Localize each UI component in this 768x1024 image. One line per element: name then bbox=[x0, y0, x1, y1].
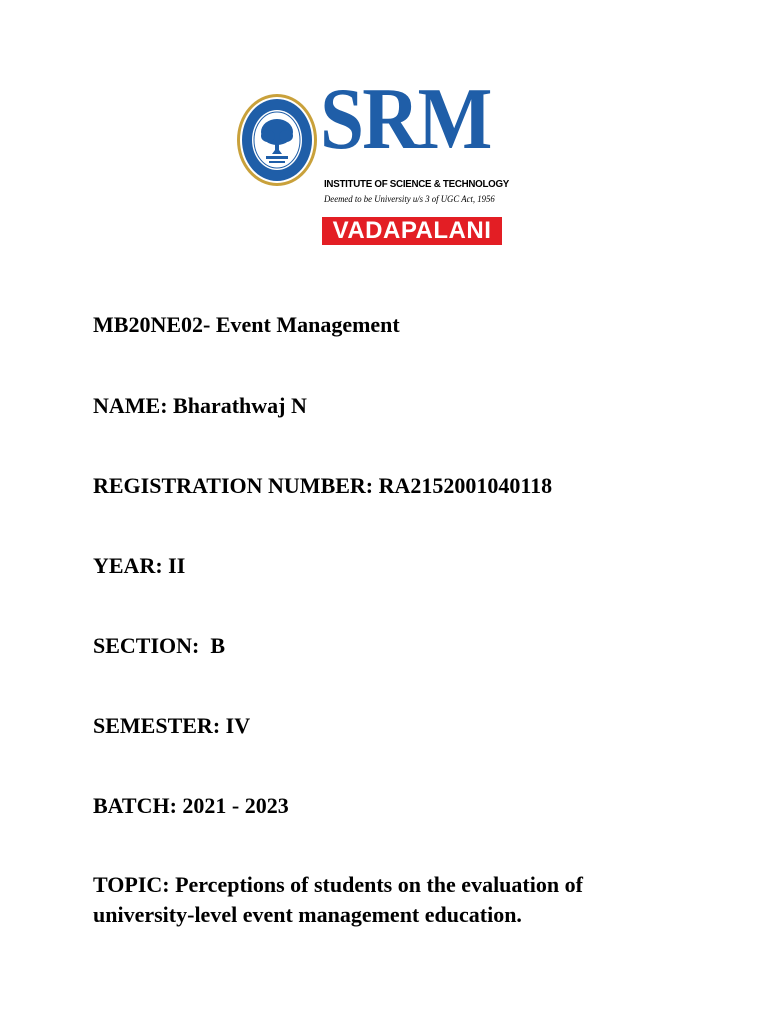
university-seal-icon bbox=[236, 92, 318, 188]
topic bbox=[93, 870, 693, 930]
student-name: NAME: Bharathwaj N bbox=[93, 393, 307, 418]
srm-wordmark: SRM bbox=[320, 71, 491, 168]
institute-name: INSTITUTE OF SCIENCE & TECHNOLOGY bbox=[324, 178, 510, 190]
batch: BATCH: 2021 - 2023 bbox=[93, 793, 289, 818]
campus-banner: VADAPALANI bbox=[322, 217, 502, 245]
srm-logo bbox=[236, 71, 510, 250]
course-title: MB20NE02- Event Management bbox=[93, 312, 400, 337]
year: YEAR: II bbox=[93, 553, 186, 578]
topic-line-1: TOPIC: Perceptions of students on the evaluation of bbox=[93, 872, 583, 897]
deemed-university-text: Deemed to be University u/s 3 of UGC Act, 1956 bbox=[324, 195, 495, 205]
section: SECTION: B bbox=[93, 633, 226, 658]
registration-number: REGISTRATION NUMBER: RA2152001040118 bbox=[93, 473, 553, 498]
semester: SEMESTER: IV bbox=[93, 713, 251, 738]
topic-line-2: university-level event management education. bbox=[93, 902, 522, 927]
